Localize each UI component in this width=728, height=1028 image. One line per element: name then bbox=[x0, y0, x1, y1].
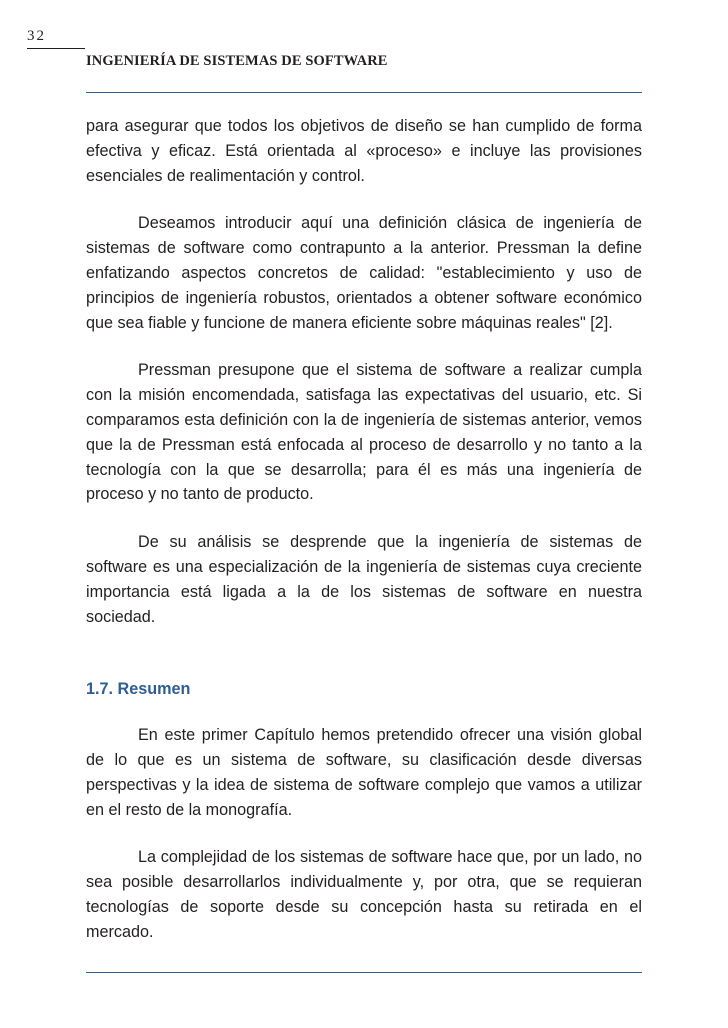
paragraph-analysis: De su análisis se desprende que la ingeniería de sistemas de software es una especialización de la ingeniería de sistemas cuya creciente importancia está ligada a la de los sistemas de software en nuestra sociedad. bbox=[86, 533, 642, 626]
paragraph-pressman-definition: Deseamos introducir aquí una definición clásica de ingeniería de sistemas de software como contrapunto a la anterior. Pressman la define enfatizando aspectos concretos de calidad: "establecimiento y uso de principios de ingeniería robustos, orientados a obtener software económico que sea fiable y funcione de manera eficiente sobre máquinas reales" [2]. bbox=[86, 214, 642, 332]
paragraph-pressman-assumption: Pressman presupone que el sistema de software a realizar cumpla con la misión encomendada, satisfaga las expectativas del usuario, etc. Si comparamos esta definición con la de ingeniería de sistemas anterior, vemos que la de Pressman está enfocada al proceso de desarrollo y no tanto a la tecnología con la que se desarrolla; para él es más una ingeniería de proceso y no tanto de producto. bbox=[86, 361, 642, 504]
running-header: INGENIERÍA DE SISTEMAS DE SOFTWARE bbox=[86, 53, 388, 69]
paragraph-continuation: para asegurar que todos los objetivos de diseño se han cumplido de forma efectiva y eficaz. Está orientada al «proceso» e incluye las provisiones esenciales de realimentación y control. bbox=[86, 117, 642, 185]
header-rule bbox=[86, 92, 642, 93]
body-text bbox=[86, 114, 642, 968]
paragraph-summary-2: La complejidad de los sistemas de software hace que, por un lado, no sea posible desarrollarlos individualmente y, por otra, que se requieran tecnologías de soporte desde su concepción hasta su retirada en el mercado. bbox=[86, 848, 642, 941]
footer-rule bbox=[86, 972, 642, 973]
section-heading: 1.7. Resumen bbox=[86, 680, 191, 699]
paragraph-summary-1: En este primer Capítulo hemos pretendido ofrecer una visión global de lo que es un sistema de software, su clasificación desde diversas perspectivas y la idea de sistema de software complejo que vamos a utilizar en el resto de la monografía. bbox=[86, 726, 642, 819]
page-number-rule bbox=[27, 48, 85, 49]
page-number: 32 bbox=[27, 28, 46, 44]
